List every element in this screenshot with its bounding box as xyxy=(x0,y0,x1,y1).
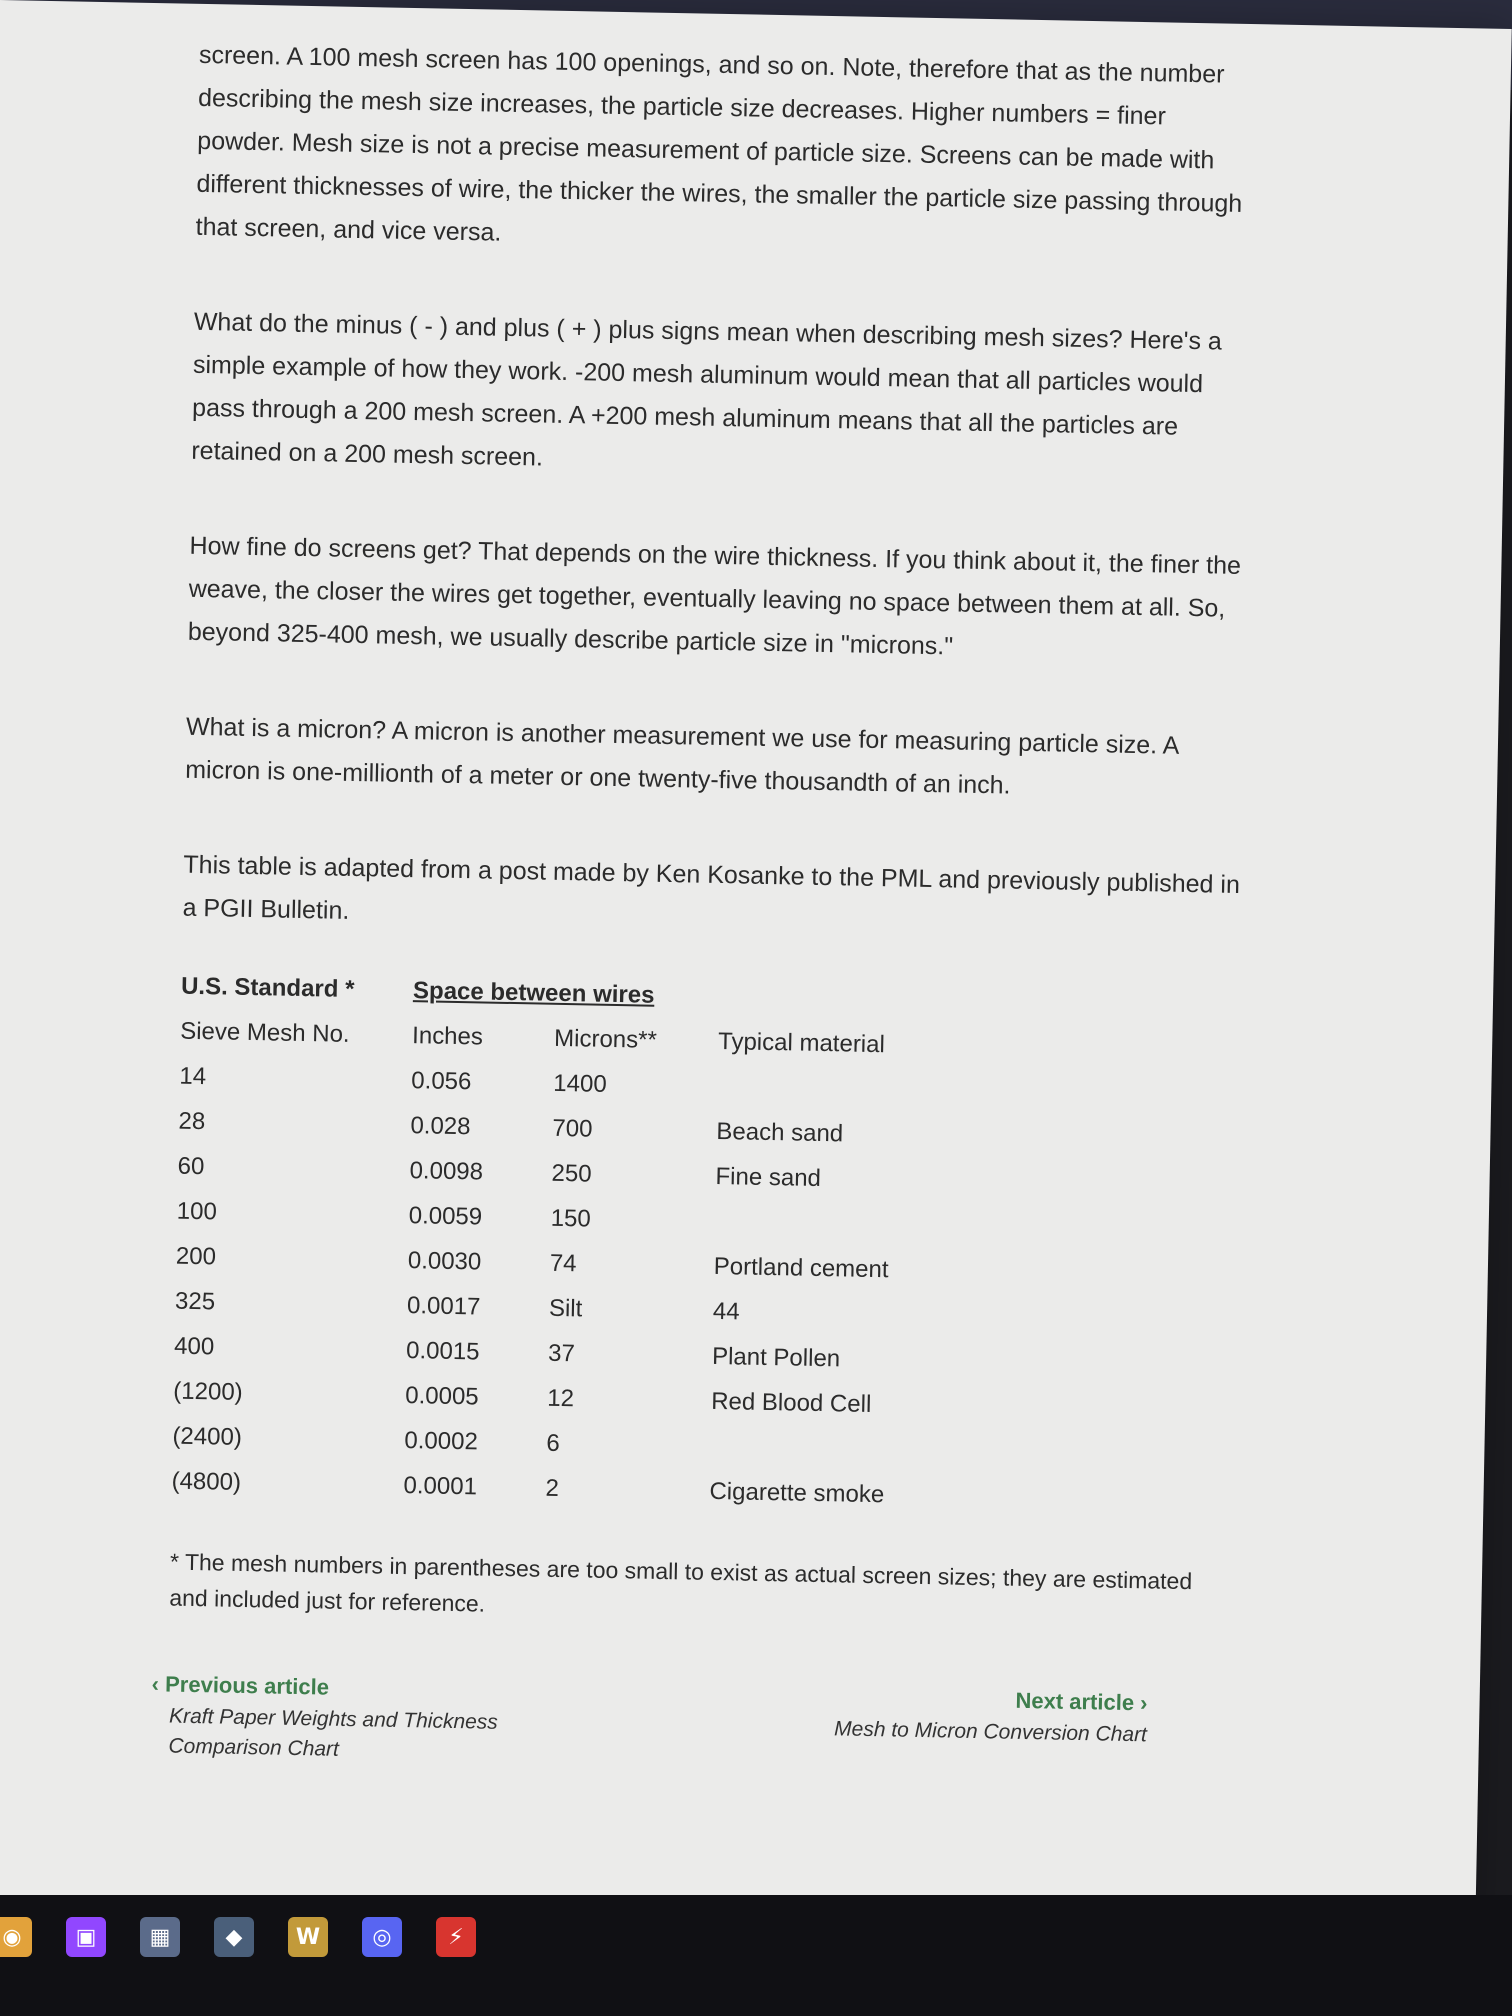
paragraph-screen-fineness: How fine do screens get? That depends on the wire thickness. If you think about it, the finer the weave, the closer the wires get together, eventually leaving no space between them at all. So, beyond 325-400 mesh, we usually describe particle size in "microns." xyxy=(187,531,1242,661)
paragraph-mesh-definition: screen. A 100 mesh screen has 100 openings, and so on. Note, therefore that as the number describing the mesh size increases, the particle size decreases. Higher numbers = finer powder. Mesh size is not a precise measurement of particle size. Screens can be made with different thicknesses of wire, the thicker the wires, the smaller the particle size passing through that screen, and vice versa. xyxy=(195,40,1243,247)
cell-material: Plant Pollen xyxy=(711,1342,841,1372)
next-article-title[interactable]: Mesh to Micron Conversion Chart xyxy=(833,1717,1148,1747)
cell-mesh: (4800) xyxy=(171,1467,242,1496)
header-inches: Inches xyxy=(411,1021,484,1050)
cell-material: Fine sand xyxy=(715,1162,822,1192)
cell-material: Portland cement xyxy=(713,1252,889,1283)
cell-mesh: 14 xyxy=(179,1062,207,1090)
cell-mesh: 100 xyxy=(176,1197,218,1225)
browser-icon[interactable]: ◉ xyxy=(0,1917,32,1957)
cell-material: 44 xyxy=(712,1297,740,1325)
header-typical-material: Typical material xyxy=(717,1027,886,1058)
cell-material xyxy=(714,1199,890,1247)
previous-article-label[interactable]: ‹ Previous article xyxy=(151,1671,330,1700)
cell-inches: 0.0098 xyxy=(409,1156,484,1185)
paragraph-table-source: This table is adapted from a post made by Ken Kosanke to the PML and previously published in a PGII Bulletin. xyxy=(182,850,1241,925)
cell-material: Beach sand xyxy=(716,1117,844,1147)
paragraph-micron: What is a micron? A micron is another measurement we use for measuring particle size. A micron is one-millionth of a meter or one twenty-five thousandth of an inch. xyxy=(184,712,1179,800)
cell-inches: 0.028 xyxy=(410,1111,471,1140)
article-content xyxy=(151,34,1259,1808)
cell-mesh: 325 xyxy=(174,1287,216,1315)
cell-microns: 37 xyxy=(547,1339,576,1367)
cell-microns: 74 xyxy=(549,1249,577,1277)
cell-mesh: 28 xyxy=(178,1107,206,1135)
cell-mesh: 60 xyxy=(177,1152,205,1180)
cell-mesh: (1200) xyxy=(173,1377,243,1406)
table-body xyxy=(171,1054,892,1518)
flash-app-icon[interactable]: ⚡ xyxy=(436,1917,476,1957)
cell-microns: 150 xyxy=(550,1204,592,1233)
cell-material xyxy=(717,1064,893,1112)
header-microns: Microns** xyxy=(553,1024,658,1054)
cell-mesh: 200 xyxy=(175,1242,217,1270)
next-article-link[interactable] xyxy=(827,1680,1148,1750)
cell-material xyxy=(710,1424,886,1472)
cell-inches: 0.0002 xyxy=(404,1426,479,1455)
cell-microns: 6 xyxy=(546,1429,561,1457)
cell-microns: 2 xyxy=(545,1474,560,1502)
cell-mesh: 400 xyxy=(173,1332,215,1360)
cell-microns: 12 xyxy=(547,1384,575,1412)
cell-inches: 0.0030 xyxy=(407,1246,482,1275)
wow-icon[interactable]: W xyxy=(288,1917,328,1957)
cell-mesh: (2400) xyxy=(172,1422,243,1451)
mesh-table xyxy=(171,964,894,1518)
cell-material: Cigarette smoke xyxy=(709,1477,885,1508)
cell-microns: 1400 xyxy=(553,1069,607,1098)
cell-microns: 700 xyxy=(552,1114,593,1143)
discord-icon[interactable]: ◎ xyxy=(362,1917,402,1957)
header-us-standard: U.S. Standard * xyxy=(180,972,355,1003)
cell-inches: 0.056 xyxy=(411,1066,472,1095)
taskbar xyxy=(0,1895,1512,2016)
cell-inches: 0.0015 xyxy=(405,1336,480,1365)
twitch-icon[interactable]: ▣ xyxy=(66,1917,106,1957)
previous-article-link[interactable] xyxy=(150,1667,572,1769)
next-article-label[interactable]: Next article › xyxy=(1015,1687,1148,1716)
cell-inches: 0.0059 xyxy=(408,1201,483,1230)
paragraph-plus-minus: What do the minus ( - ) and plus ( + ) plus signs mean when describing mesh sizes? Here's a simple example of how they work. -200 mesh aluminum would mean that all particles would pass through a 200 mesh screen. A +200 mesh aluminum means that all the particles are retained on a 200 mesh screen. xyxy=(191,307,1223,472)
cell-inches: 0.0001 xyxy=(403,1471,478,1500)
cell-material: Red Blood Cell xyxy=(710,1387,872,1418)
header-space-between-wires[interactable]: Space between wires xyxy=(412,976,655,1009)
previous-article-title[interactable]: Kraft Paper Weights and Thickness Comparison Chart xyxy=(168,1704,499,1761)
header-empty xyxy=(719,974,895,1022)
taskbar-icons xyxy=(0,1917,510,1967)
cell-microns: Silt xyxy=(548,1294,583,1322)
photo-app-icon[interactable]: ▦ xyxy=(140,1917,180,1957)
header-sieve-mesh: Sieve Mesh No. xyxy=(179,1017,350,1048)
game-launcher-icon[interactable]: ◆ xyxy=(214,1917,254,1957)
cell-inches: 0.0017 xyxy=(406,1291,481,1320)
cell-microns: 250 xyxy=(551,1159,592,1188)
cell-inches: 0.0005 xyxy=(405,1381,479,1410)
table-footnote: * The mesh numbers in parentheses are too small to exist as actual screen sizes; they are estimated and included just for reference. xyxy=(169,1548,1193,1617)
article-navigation xyxy=(151,1668,1228,1808)
